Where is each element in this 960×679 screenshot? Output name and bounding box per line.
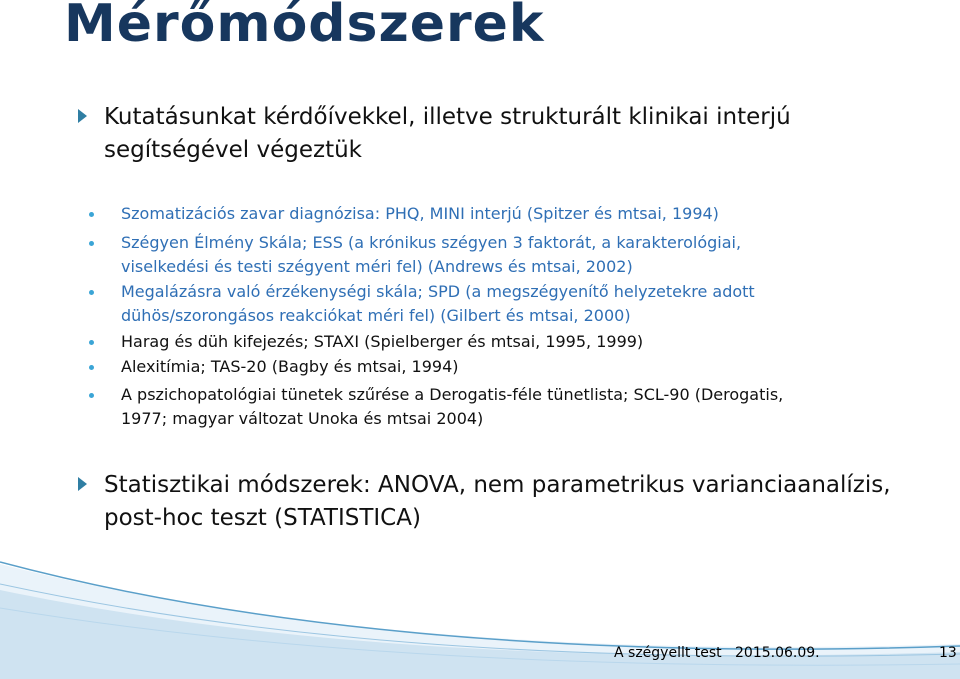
arrow-bullet-icon [78, 109, 87, 123]
main-point-line: Kutatásunkat kérdőívekkel, illetve strukturált klinikai interjú [104, 104, 791, 130]
main-point-line: Statisztikai módszerek: ANOVA, nem parametrikus varianciaanalízis, [104, 472, 891, 498]
bullet-dot-icon [89, 340, 94, 345]
sub-point-text [121, 383, 911, 431]
main-point-line: segítségével végeztük [104, 137, 362, 163]
sub-point-line: Szégyen Élmény Skála; ESS (a krónikus szégyen 3 faktorát, a karakterológiai, [121, 233, 742, 252]
main-point [104, 469, 944, 535]
arrow-bullet-icon [78, 477, 87, 491]
page-number: 13 [939, 645, 957, 661]
footer-title: A szégyellt test [614, 645, 722, 661]
footer-date: 2015.06.09. [735, 645, 820, 661]
sub-point-line: A pszichopatológiai tünetek szűrése a Derogatis-féle tünetlista; SCL-90 (Derogatis, [121, 385, 784, 404]
sub-point-line: Megalázásra való érzékenységi skála; SPD (a megszégyenítő helyzetekre adott [121, 282, 755, 301]
sub-point-text [121, 355, 911, 379]
sub-point-text [121, 202, 911, 226]
sub-point-line: dühös/szorongásos reakciókat méri fel) (Gilbert és mtsai, 2000) [121, 306, 631, 325]
sub-point-line: 1977; magyar változat Unoka és mtsai 2004) [121, 409, 484, 428]
sub-point-line: Harag és düh kifejezés; STAXI (Spielberger és mtsai, 1995, 1999) [121, 332, 644, 351]
bullet-dot-icon [89, 241, 94, 246]
sub-point-text [121, 280, 911, 328]
sub-point-line: Szomatizációs zavar diagnózisa: PHQ, MINI interjú (Spitzer és mtsai, 1994) [121, 204, 719, 223]
main-point-line: post-hoc teszt (STATISTICA) [104, 505, 421, 531]
decorative-swoosh [0, 560, 960, 679]
slide-title: Mérőmódszerek [64, 0, 545, 54]
sub-point-line: Alexitímia; TAS-20 (Bagby és mtsai, 1994) [121, 357, 459, 376]
sub-point-text [121, 330, 911, 354]
bullet-dot-icon [89, 212, 94, 217]
sub-point-line: viselkedési és testi szégyent méri fel) (Andrews és mtsai, 2002) [121, 257, 633, 276]
bullet-dot-icon [89, 393, 94, 398]
sub-point-text [121, 231, 911, 279]
main-point [104, 101, 944, 167]
bullet-dot-icon [89, 365, 94, 370]
bullet-dot-icon [89, 290, 94, 295]
